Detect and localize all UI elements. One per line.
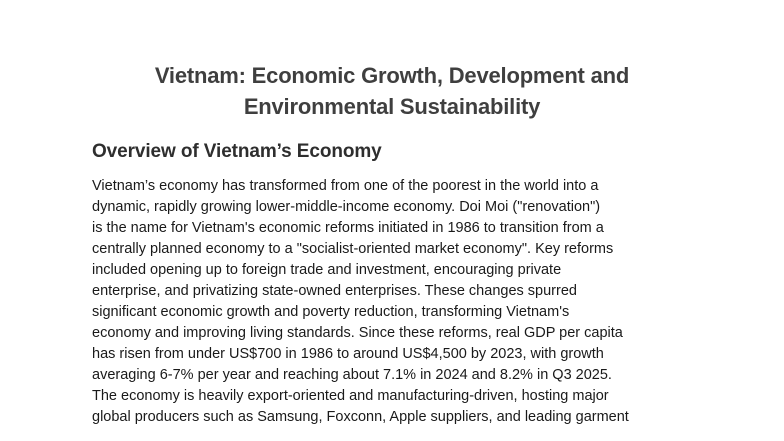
paragraph-line: The economy is heavily export-oriented and manufacturing-driven, hosting major: [92, 388, 609, 404]
paragraph-line: averaging 6-7% per year and reaching about 7.1% in 2024 and 8.2% in Q3 2025.: [92, 367, 612, 383]
title-line-2: Environmental Sustainability: [243, 94, 541, 119]
paragraph-line: included opening up to foreign trade and investment, encouraging private: [92, 262, 562, 278]
paragraph-line: Vietnam’s economy has transformed from one of the poorest in the world into a: [92, 178, 599, 194]
paragraph-line: global producers such as Samsung, Foxconn, Apple suppliers, and leading garment: [92, 409, 629, 425]
paragraph-line: has risen from under US$700 in 1986 to around US$4,500 by 2023, with growth: [92, 346, 604, 362]
paragraph-line: is the name for Vietnam's economic reforms initiated in 1986 to transition from a: [92, 220, 604, 236]
paragraph-line: significant economic growth and poverty reduction, transforming Vietnam's: [92, 304, 570, 320]
paragraph-line: economy and improving living standards. Since these reforms, real GDP per capita: [92, 325, 623, 341]
section-heading: Overview of Vietnam’s Economy: [92, 141, 382, 162]
title-line-1: Vietnam: Economic Growth, Development and: [154, 63, 630, 88]
paragraph-line: centrally planned economy to a "socialist-oriented market economy". Key reforms: [92, 241, 614, 257]
paragraph-line: enterprise, and privatizing state-owned enterprises. These changes spurred: [92, 283, 577, 299]
paragraph-line: dynamic, rapidly growing lower-middle-income economy. Doi Moi ("renovation"): [92, 199, 601, 215]
